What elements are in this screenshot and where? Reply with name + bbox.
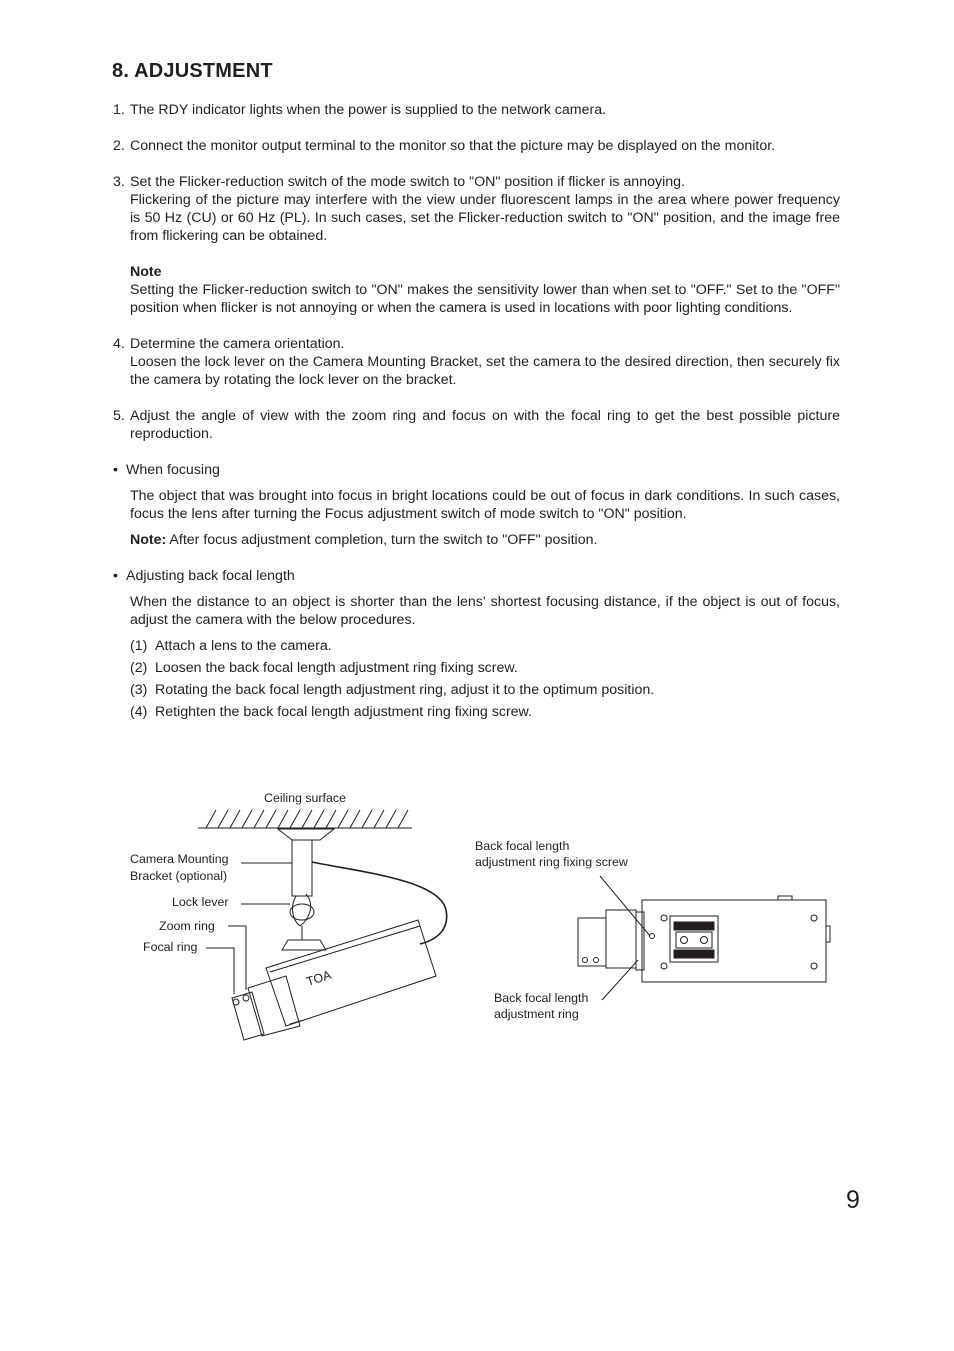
item-number: 4. [113,336,125,352]
step-text: Rotating the back focal length adjustment ring, adjust it to the optimum position. [155,682,655,698]
lens-front [578,918,606,966]
item-text: Loosen the lock lever on the Camera Mounting Bracket, set the camera to the desired direction, then securely fix the camera by rotating the lock lever on the bracket. [130,354,840,388]
bracket-label-2: Bracket (optional) [130,869,228,883]
item-text: Flickering of the picture may interfere with the view under fluorescent lamps in the area where power frequency is 50 Hz (CU) or 60 Hz (PL). In such cases, set the Flicker-reduction switch to "ON" position, and the image free from flickering can be obtained. [130,192,840,244]
lock-lever-shape [293,894,311,926]
ceiling-hatching [206,810,408,828]
instruction-item-3 [113,173,840,317]
ring-label-2: adjustment ring [494,1007,579,1021]
instructions [113,101,840,725]
instruction-item-2 [113,137,840,155]
fixing-screw [650,934,655,939]
instruction-item-1 [113,101,840,119]
focusing-note [130,531,840,549]
step-number: (2) [130,660,148,676]
item-text: Determine the camera orientation. [130,336,345,352]
step-number: (1) [130,638,148,654]
focusing-text: The object that was brought into focus in bright locations could be out of focus in dark conditions. In such cases, focus the lens after turning the Focus adjustment switch of mode switch to "ON" position. [130,488,840,522]
bullet-title: Adjusting back focal length [126,568,295,584]
bracket-base [278,829,334,840]
camera-diagram [0,780,954,1050]
screw-label-2: adjustment ring fixing screw [475,855,628,869]
procedure-step [130,703,840,721]
item-text: Connect the monitor output terminal to the monitor so that the picture may be displayed on the monitor. [130,138,776,154]
step-number: (4) [130,704,148,720]
instruction-item-4 [113,335,840,389]
lock-lever-knob [290,904,314,920]
item-number: 1. [113,102,125,118]
bullet-dot: • [113,462,118,478]
item-number: 2. [113,138,125,154]
focusing-bullet [113,461,840,479]
ring-label-1: Back focal length [494,991,589,1005]
ceiling-mounted-camera [130,791,447,1040]
bracket-mount-plate [282,940,326,950]
procedure-step [130,637,840,655]
note-text: After focus adjustment completion, turn the switch to "OFF" position. [166,532,598,548]
item-text: Set the Flicker-reduction switch of the mode switch to "ON" position if flicker is annoying. [130,174,685,190]
back-focal-text: When the distance to an object is shorter than the lens' shortest focusing distance, if the object is out of focus, adjust the camera with the below procedures. [130,594,840,628]
ring-leader [602,960,638,1000]
camera-side-view [475,839,830,1021]
ceiling-label: Ceiling surface [264,791,346,805]
instruction-item-5 [113,407,840,443]
note-label: Note [130,264,162,280]
procedure-step [130,659,840,677]
focal-ring-leader [206,948,234,994]
focal-ring-label: Focal ring [143,940,198,954]
lock-lever-label: Lock lever [172,895,229,909]
procedure-step [130,681,840,699]
step-text: Retighten the back focal length adjustment ring fixing screw. [155,704,532,720]
item-number: 5. [113,408,125,424]
page-number: 9 [846,1186,860,1214]
step-number: (3) [130,682,148,698]
back-focal-bullet [113,567,840,585]
brand-logo: TOA [304,967,333,989]
item-text: Adjust the angle of view with the zoom ring and focus on with the focal ring to get the best possible picture reproduction. [130,408,840,442]
lens-mount [606,910,636,968]
item-number: 3. [113,174,125,190]
zoom-ring-label: Zoom ring [159,919,215,933]
screw-label-1: Back focal length [475,839,570,853]
bracket-arm [292,840,312,896]
note-label: Note: [130,532,167,548]
step-text: Attach a lens to the camera. [155,638,332,654]
note-text: Setting the Flicker-reduction switch to "ON" makes the sensitivity lower than when set to "OFF." Set to the "OFF" position when flicker is not annoying or when the camera is used in locations with poor lighting conditions. [130,282,840,316]
section-heading: 8. ADJUSTMENT [112,60,273,82]
bracket-label-1: Camera Mounting [130,852,229,866]
zoom-ring-leader [228,926,246,990]
camera-body [266,920,436,1026]
bullet-dot: • [113,568,118,584]
item-text: The RDY indicator lights when the power is supplied to the network camera. [130,102,607,118]
bullet-title: When focusing [126,462,220,478]
step-text: Loosen the back focal length adjustment ring fixing screw. [155,660,518,676]
